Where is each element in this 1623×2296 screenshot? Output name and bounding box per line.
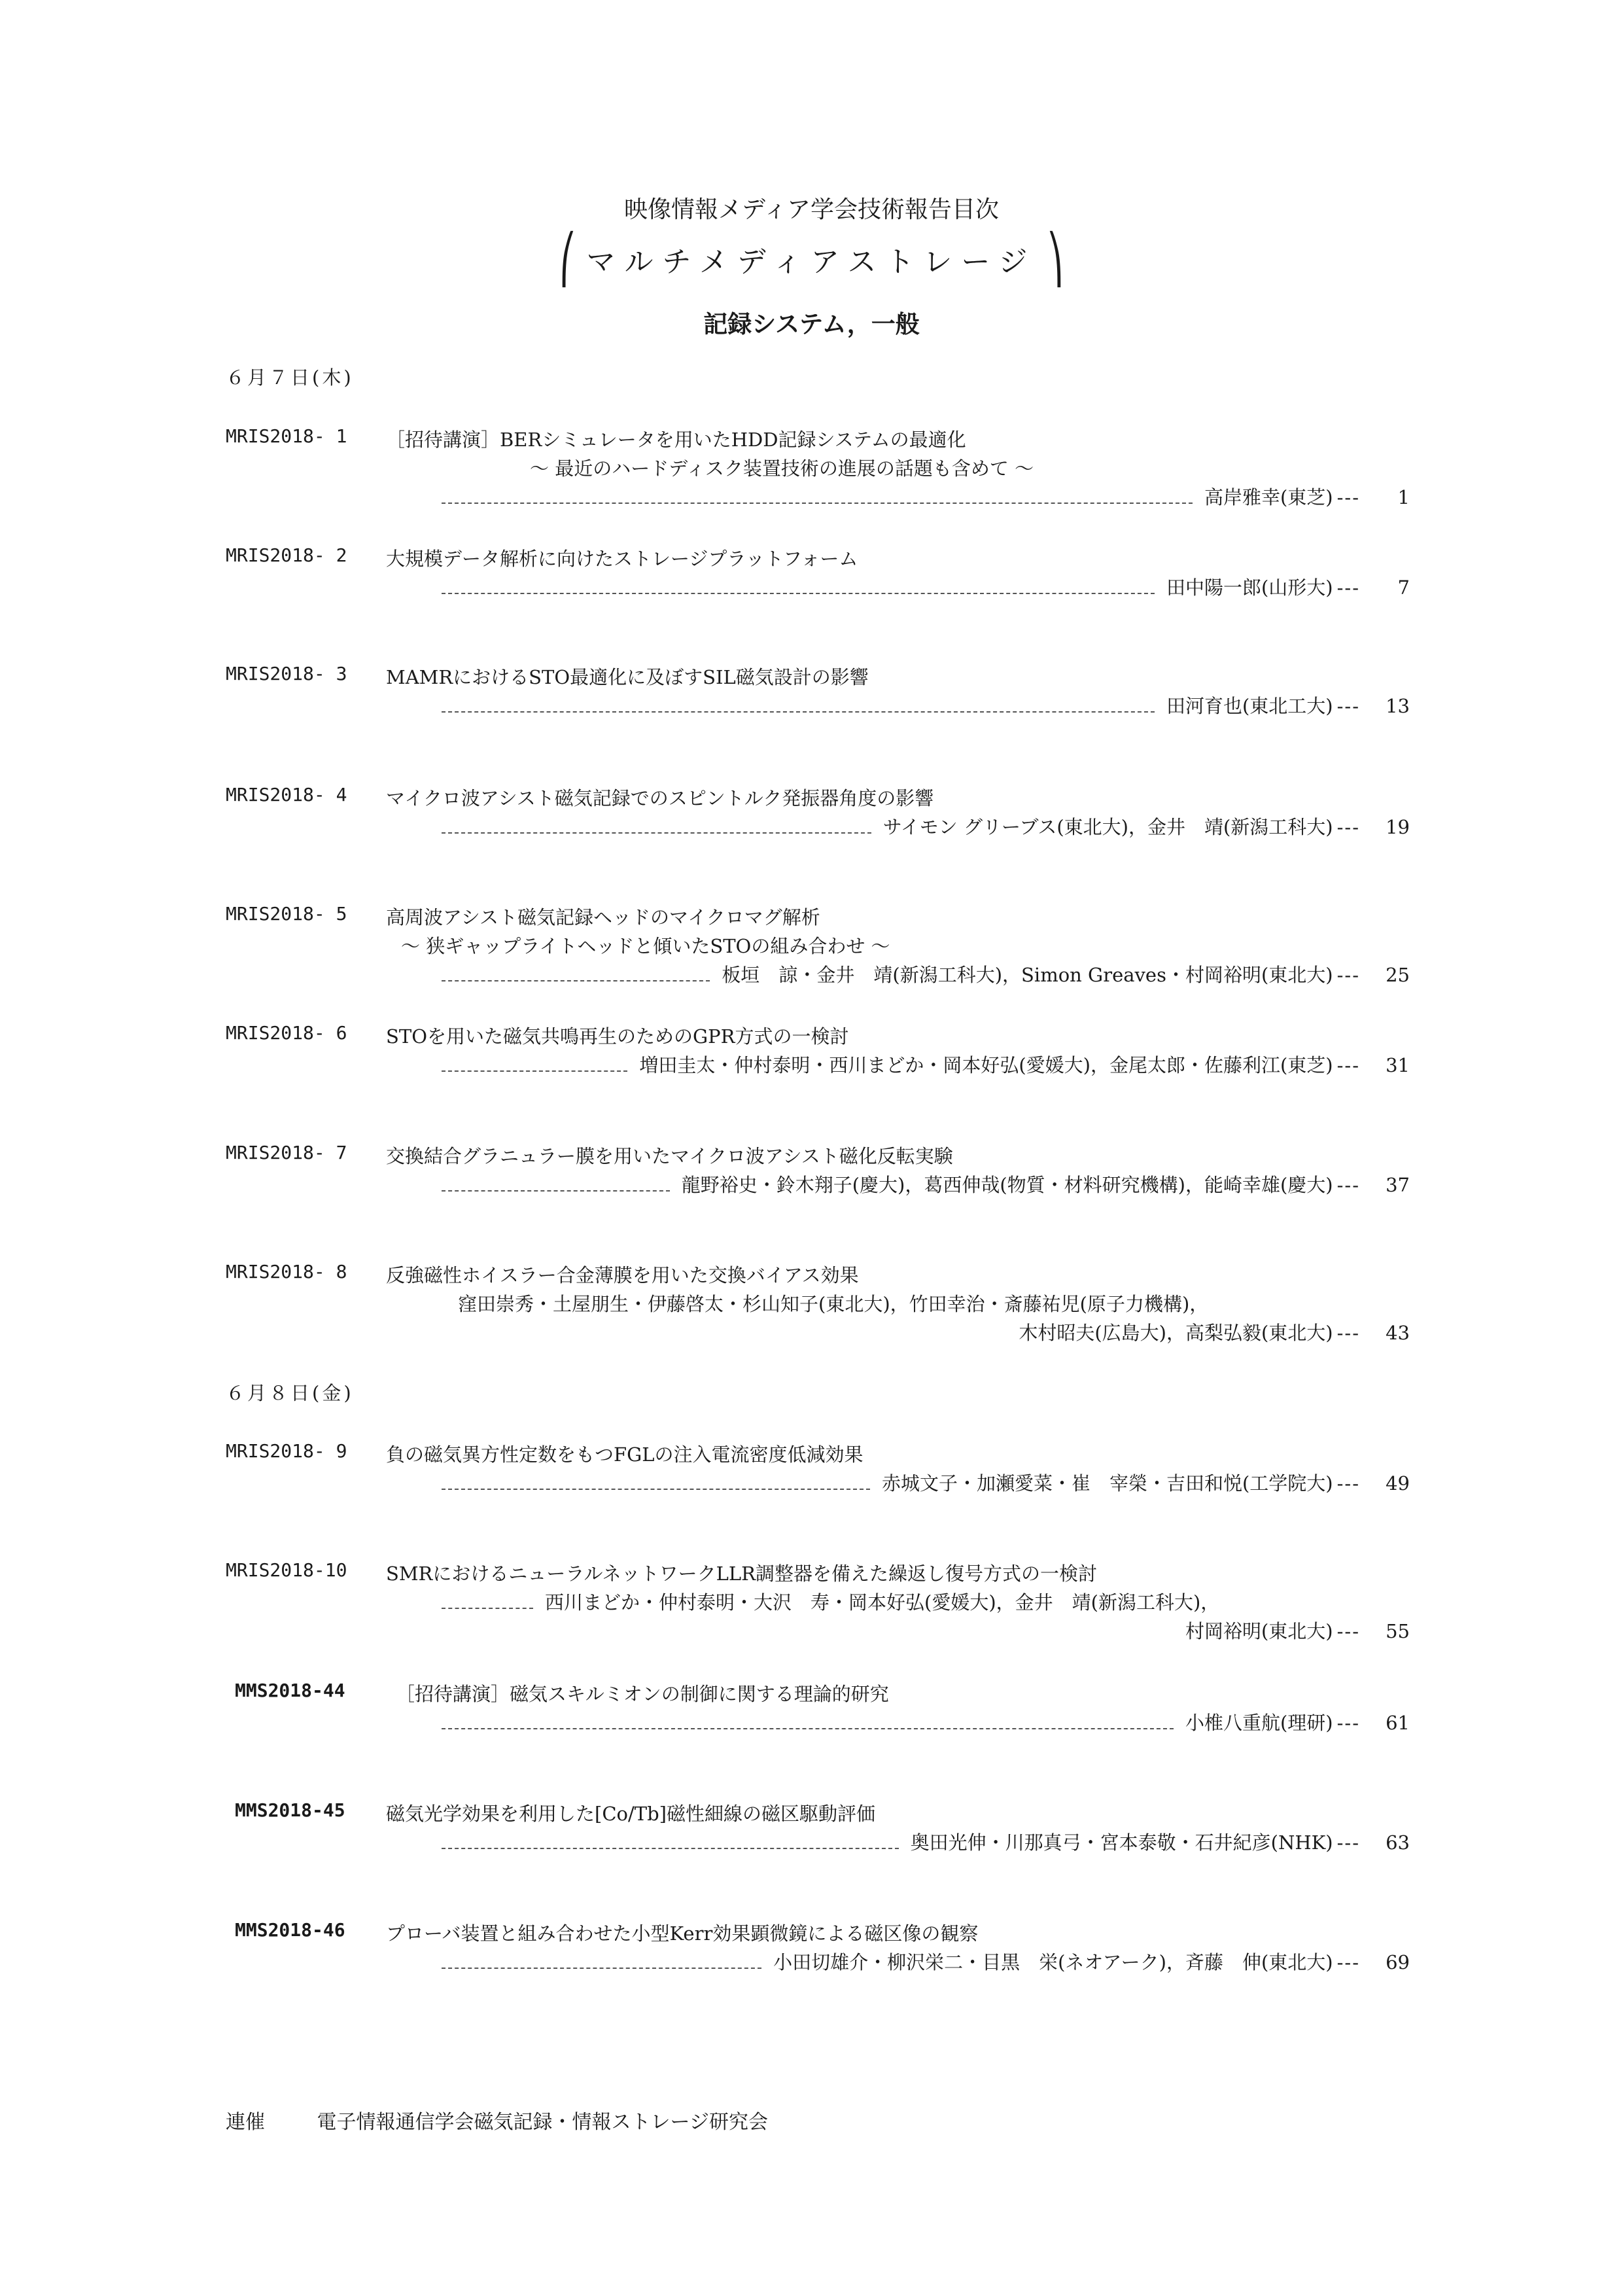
entry-authors: 田河育也(東北工大)	[1166, 695, 1333, 717]
leader-suffix: ---	[1336, 816, 1360, 838]
author-row	[442, 1051, 1410, 1078]
entry-id: MRIS2018- 2	[226, 544, 347, 566]
entry-id: MRIS2018- 9	[226, 1440, 347, 1462]
entry-title: MAMRにおけるSTO最適化に及ぼすSIL磁気設計の影響	[386, 666, 869, 688]
cosponsor-footer	[226, 2106, 768, 2134]
entry-title: 負の磁気異方性定数をもつFGLの注入電流密度低減効果	[386, 1443, 864, 1466]
dot-leader	[442, 1728, 1174, 1729]
dot-leader	[442, 593, 1155, 594]
entry-id: MRIS2018- 7	[226, 1142, 347, 1163]
author-row	[442, 813, 1410, 839]
entry-page: 49	[1386, 1472, 1410, 1494]
author-row	[442, 483, 1410, 510]
entry-title: ［招待講演］BERシミュレータを用いたHDD記録システムの最適化	[386, 429, 966, 451]
entry-id: MMS2018-45	[235, 1799, 345, 1821]
entry-authors: 板垣 諒・金井 靖(新潟工科大)，Simon Greaves・村岡裕明(東北大)	[722, 964, 1333, 986]
entry-page: 31	[1386, 1054, 1410, 1076]
footer-label: 連催	[226, 2111, 265, 2134]
committee-title	[0, 232, 1623, 287]
dot-leader	[442, 980, 710, 981]
entry-authors-line1: 窪田崇秀・土屋朋生・伊藤啓太・杉山知子(東北大)，竹田幸治・斎藤祐児(原子力機構)，	[458, 1293, 1209, 1315]
entry-id: MRIS2018- 6	[226, 1022, 347, 1044]
leader-suffix: ---	[1336, 1054, 1360, 1076]
entry-id: MRIS2018-10	[226, 1559, 347, 1581]
footer-text: 電子情報通信学会磁気記録・情報ストレージ研究会	[317, 2111, 768, 2134]
dot-leader	[442, 1968, 761, 1969]
session-title: 記録システム，一般	[703, 310, 920, 338]
dot-leader	[442, 1070, 627, 1072]
leader-suffix: ---	[1336, 1620, 1360, 1642]
entry-title: マイクロ波アシスト磁気記録でのスピントルク発振器角度の影響	[386, 787, 934, 809]
entry-authors: 小椎八重航(理研)	[1185, 1712, 1333, 1734]
entry-id: MRIS2018- 1	[226, 425, 347, 447]
entry-authors: 赤城文子・加瀬愛菜・崔 宰榮・吉田和悦(工学院大)	[881, 1472, 1333, 1494]
left-bracket: ⎛	[559, 232, 577, 287]
entry-title: STOを用いた磁気共鳴再生のためのGPR方式の一検討	[386, 1025, 849, 1048]
entry-subtitle: ～ 最近のハードディスク装置技術の進展の話題も含めて ～	[530, 457, 1034, 480]
entry-title: 磁気光学効果を利用した[Co/Tb]磁性細線の磁区駆動評価	[386, 1803, 875, 1825]
entry-title: ［招待講演］磁気スキルミオンの制御に関する理論的研究	[396, 1683, 889, 1705]
entry-id: MRIS2018- 4	[226, 784, 347, 805]
leader-suffix: ---	[1336, 486, 1360, 508]
entry-authors-line2: 木村昭夫(広島大)，高梨弘毅(東北大)	[1019, 1322, 1333, 1344]
entry-title: プローバ装置と組み合わせた小型Kerr効果顕微鏡による磁区像の観察	[386, 1922, 979, 1945]
leader-suffix: ---	[1336, 1472, 1360, 1494]
author-row	[442, 1708, 1410, 1735]
leader-suffix: ---	[1336, 1174, 1360, 1196]
entry-title: 反強磁性ホイスラー合金薄膜を用いた交換バイアス効果	[386, 1264, 859, 1286]
entry-page: 19	[1386, 816, 1410, 838]
committee-name: マルチメディアストレージ	[586, 245, 1037, 279]
leader-suffix: ---	[1336, 1951, 1360, 1973]
entry-title: 大規模データ解析に向けたストレージプラットフォーム	[386, 548, 858, 570]
dot-leader	[442, 711, 1155, 713]
right-bracket: ⎞	[1046, 232, 1064, 287]
entry-page: 13	[1386, 695, 1410, 717]
author-row	[442, 1171, 1410, 1197]
leader-suffix: ---	[1336, 1831, 1360, 1854]
author-row	[442, 961, 1410, 987]
entry-page: 7	[1397, 576, 1410, 599]
leader-suffix: ---	[1336, 695, 1360, 717]
author-row	[442, 1617, 1410, 1644]
entry-title: 交換結合グラニュラー膜を用いたマイクロ波アシスト磁化反転実験	[386, 1145, 953, 1167]
entry-id: MRIS2018- 3	[226, 663, 347, 684]
entry-id: MRIS2018- 5	[226, 903, 347, 925]
dot-leader	[442, 832, 871, 834]
entry-page: 55	[1386, 1620, 1410, 1642]
entry-page: 43	[1386, 1322, 1410, 1344]
entry-authors: 奥田光伸・川那真弓・宮本泰敬・石井紀彦(NHK)	[910, 1831, 1333, 1854]
author-row	[442, 573, 1410, 600]
leader-suffix: ---	[1336, 964, 1360, 986]
author-row	[442, 692, 1410, 718]
entry-title: SMRにおけるニューラルネットワークLLR調整器を備えた繰返し復号方式の一検討	[386, 1563, 1098, 1585]
author-row	[442, 1948, 1410, 1975]
entry-authors: 増田圭太・仲村泰明・西川まどか・岡本好弘(愛媛大)，金尾太郎・佐藤利江(東芝)	[639, 1054, 1333, 1076]
entry-authors: 田中陽一郎(山形大)	[1166, 576, 1333, 599]
dot-leader	[442, 1489, 870, 1490]
date-day1: ６月７日(木)	[226, 366, 354, 389]
dot-leader	[442, 503, 1193, 504]
entry-page: 1	[1397, 486, 1410, 508]
entry-authors: 龍野裕史・鈴木翔子(慶大)，葛西伸哉(物質・材料研究機構)，能崎幸雄(慶大)	[681, 1174, 1333, 1196]
author-row	[442, 1318, 1410, 1345]
leader-suffix: ---	[1336, 1322, 1360, 1344]
entry-id: MMS2018-46	[235, 1919, 345, 1941]
dot-leader	[442, 1608, 533, 1609]
entry-page: 37	[1386, 1174, 1410, 1196]
author-row	[442, 1469, 1410, 1496]
entry-authors-line1: 西川まどか・仲村泰明・大沢 寿・岡本好弘(愛媛大)，金井 靖(新潟工科大)，	[545, 1591, 1220, 1614]
author-row	[442, 1588, 1410, 1615]
dot-leader	[442, 1190, 670, 1192]
entry-page: 61	[1386, 1712, 1410, 1734]
entry-id: MMS2018-44	[235, 1680, 345, 1701]
date-day2: ６月８日(金)	[226, 1382, 354, 1404]
entry-page: 63	[1386, 1831, 1410, 1854]
society-title: 映像情報メディア学会技術報告目次	[623, 196, 1000, 223]
entry-page: 69	[1386, 1951, 1410, 1973]
entry-subtitle: ～ 狭ギャップライトヘッドと傾いたSTOの組み合わせ ～	[401, 935, 890, 957]
leader-suffix: ---	[1336, 576, 1360, 599]
entry-title: 高周波アシスト磁気記録ヘッドのマイクロマグ解析	[386, 906, 820, 928]
entry-page: 25	[1386, 964, 1410, 986]
entry-id: MRIS2018- 8	[226, 1261, 347, 1282]
dot-leader	[442, 1848, 899, 1849]
leader-suffix: ---	[1336, 1712, 1360, 1734]
entry-authors: 小田切雄介・柳沢栄二・目黒 栄(ネオアーク)，斉藤 伸(東北大)	[773, 1951, 1333, 1973]
entry-authors-line2: 村岡裕明(東北大)	[1185, 1620, 1333, 1642]
author-row	[442, 1828, 1410, 1855]
entry-authors: 高岸雅幸(東芝)	[1204, 486, 1333, 508]
entry-authors: サイモン グリーブス(東北大)，金井 靖(新潟工科大)	[882, 816, 1333, 838]
